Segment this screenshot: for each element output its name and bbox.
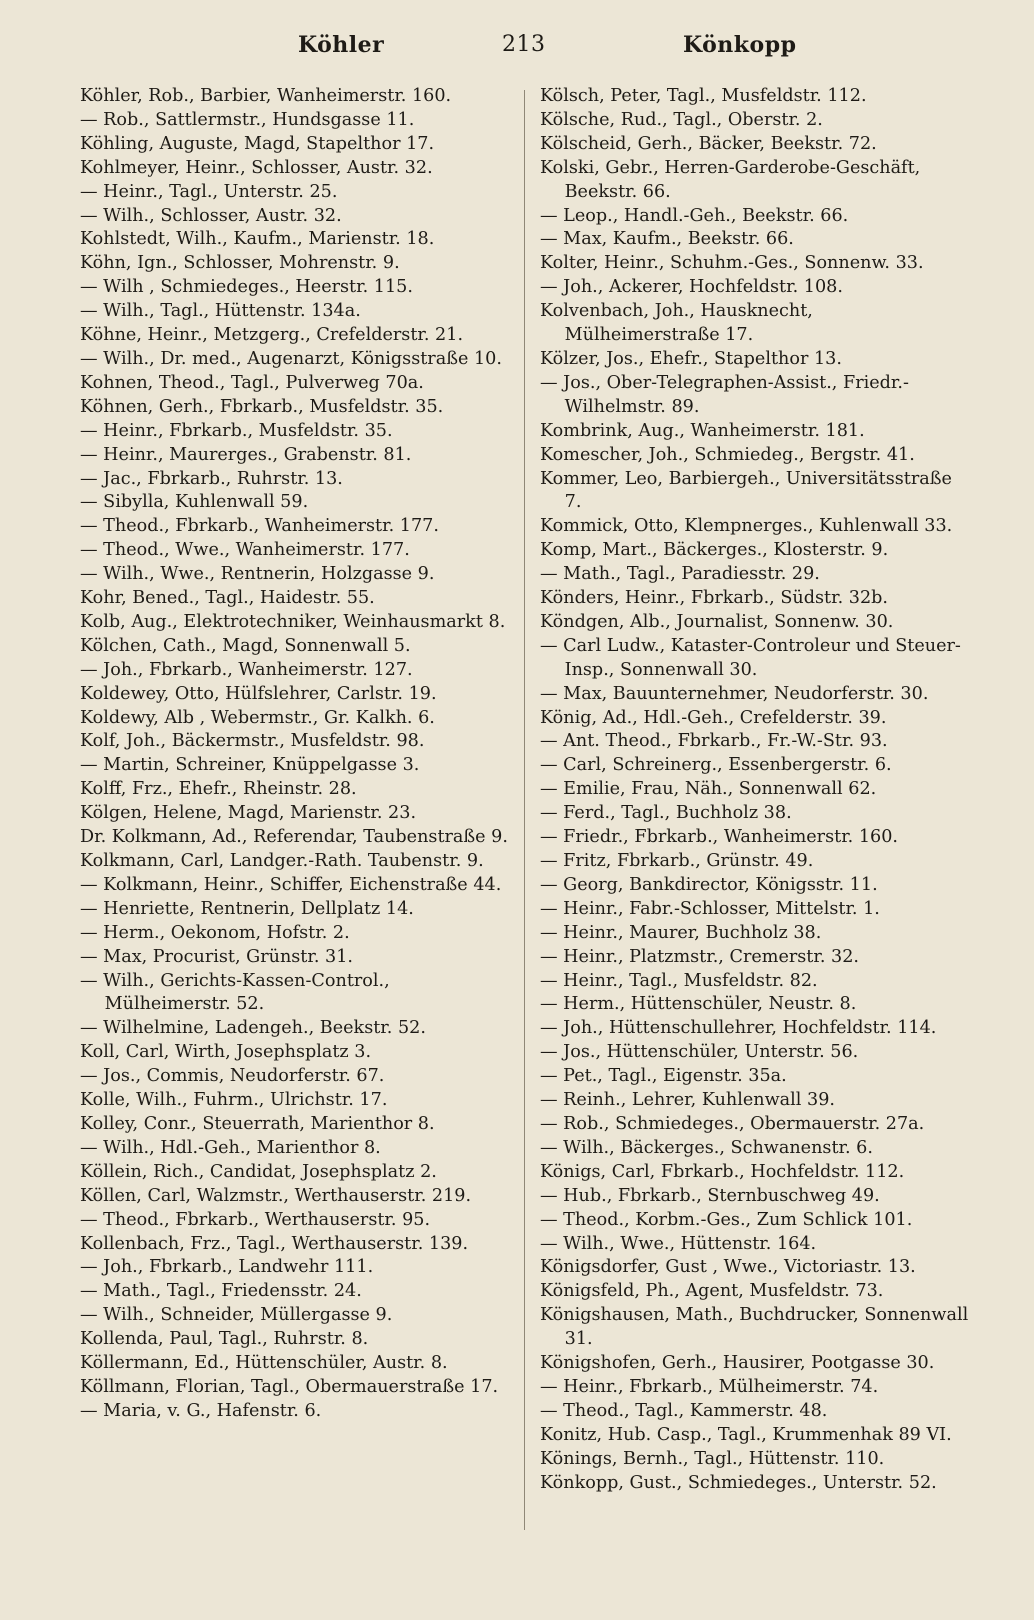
directory-entry: Kohlstedt, Wilh., Kaufm., Marienstr. 18. — [80, 229, 435, 250]
column-divider — [524, 90, 525, 1530]
directory-entry: — Maria, v. G., Hafenstr. 6. — [80, 1400, 322, 1421]
directory-entry: — Max, Procurist, Grünstr. 31. — [80, 946, 354, 967]
directory-entry: — Wilh., Hdl.-Geh., Marienthor 8. — [80, 1137, 381, 1158]
directory-entry: Könders, Heinr., Fbrkarb., Südstr. 32b. — [540, 588, 888, 609]
directory-entry: Kolski, Gebr., Herren-Garderobe-Geschäft, Beekstr. 66. — [540, 157, 921, 202]
directory-entry: — Hub., Fbrkarb., Sternbuschweg 49. — [540, 1185, 880, 1206]
directory-entry: Kolvenbach, Joh., Hausknecht, Mülheimerstraße 17. — [540, 301, 813, 346]
directory-entry: — Heinr., Fbrkarb., Musfeldstr. 35. — [80, 420, 393, 441]
directory-entry: — Wilh., Wwe., Hüttenstr. 164. — [540, 1233, 817, 1254]
directory-entry: Kombrink, Aug., Wanheimerstr. 181. — [540, 420, 865, 441]
directory-entry: Kölgen, Helene, Magd, Marienstr. 23. — [80, 803, 417, 824]
directory-entry: — Herm., Oekonom, Hofstr. 2. — [80, 922, 350, 943]
directory-entry: — Theod., Korbm.-Ges., Zum Schlick 101. — [540, 1209, 913, 1230]
directory-entry: Kolle, Wilh., Fuhrm., Ulrichstr. 17. — [80, 1090, 388, 1111]
directory-entry: — Jos., Ober-Telegraphen-Assist., Friedr.-Wilhelmstr. 89. — [540, 372, 909, 417]
directory-entry: — Wilh., Wwe., Rentnerin, Holzgasse 9. — [80, 564, 435, 585]
directory-entry: Kölsche, Rud., Tagl., Oberstr. 2. — [540, 109, 823, 130]
directory-entry: — Friedr., Fbrkarb., Wanheimerstr. 160. — [540, 827, 899, 848]
directory-entry: — Ferd., Tagl., Buchholz 38. — [540, 803, 792, 824]
directory-entry: — Max, Kaufm., Beekstr. 66. — [540, 229, 794, 250]
directory-entry: — Wilh., Bäckerges., Schwanenstr. 6. — [540, 1137, 873, 1158]
directory-entry: Königshausen, Math., Buchdrucker, Sonnenwall 31. — [540, 1305, 969, 1350]
directory-entry: Kohr, Bened., Tagl., Haidestr. 55. — [80, 588, 375, 609]
directory-entry: — Fritz, Fbrkarb., Grünstr. 49. — [540, 851, 814, 871]
directory-entry: Köllermann, Ed., Hüttenschüler, Austr. 8. — [80, 1353, 448, 1374]
directory-entry: Kölsch, Peter, Tagl., Musfeldstr. 112. — [540, 86, 867, 106]
directory-entry: Köllmann, Florian, Tagl., Obermauerstraße 17. — [80, 1376, 499, 1397]
directory-entry: — Heinr., Fbrkarb., Mülheimerstr. 74. — [540, 1376, 879, 1397]
directory-entry: — Heinr., Fabr.-Schlosser, Mittelstr. 1. — [540, 898, 880, 919]
directory-entry: Kolkmann, Carl, Landger.-Rath. Taubenstr. 9. — [80, 851, 484, 871]
directory-entry: — Heinr., Maurerges., Grabenstr. 81. — [80, 444, 412, 465]
directory-entry: Koll, Carl, Wirth, Josephsplatz 3. — [80, 1042, 372, 1063]
directory-entry: — Carl, Schreinerg., Essenbergerstr. 6. — [540, 755, 892, 776]
directory-entry: Köhn, Ign., Schlosser, Mohrenstr. 9. — [80, 253, 400, 274]
directory-entry: Königshofen, Gerh., Hausirer, Pootgasse 30. — [540, 1353, 935, 1374]
header-last-name: Könkopp — [683, 32, 797, 58]
directory-entry: Königsdorfer, Gust , Wwe., Victoriastr. 13. — [540, 1257, 916, 1278]
directory-entry: — Joh., Ackerer, Hochfeldstr. 108. — [540, 277, 843, 298]
directory-entry: — Theod., Wwe., Wanheimerstr. 177. — [80, 540, 410, 561]
header-first-name: Köhler — [298, 32, 385, 58]
directory-entry: — Reinh., Lehrer, Kuhlenwall 39. — [540, 1090, 835, 1111]
directory-entry: — Wilh., Tagl., Hüttenstr. 134a. — [80, 301, 361, 322]
directory-entry: Dr. Kolkmann, Ad., Referendar, Taubenstraße 9. — [80, 827, 508, 848]
directory-entry: — Leop., Handl.-Geh., Beekstr. 66. — [540, 205, 849, 226]
directory-entry: — Carl Ludw., Kataster-Controleur und Steuer-Insp., Sonnenwall 30. — [540, 635, 961, 680]
directory-entry: — Math., Tagl., Friedensstr. 24. — [80, 1281, 362, 1302]
directory-entry: — Wilh , Schmiedeges., Heerstr. 115. — [80, 277, 413, 298]
directory-entry: Kommer, Leo, Barbiergeh., Universitätsstraße 7. — [540, 468, 952, 513]
directory-entry: Könkopp, Gust., Schmiedeges., Unterstr. 52. — [540, 1472, 937, 1493]
directory-entry: — Ant. Theod., Fbrkarb., Fr.-W.-Str. 93. — [540, 731, 888, 752]
directory-entry: Kölchen, Cath., Magd, Sonnenwall 5. — [80, 635, 411, 656]
directory-entry: — Wilhelmine, Ladengeh., Beekstr. 52. — [80, 1018, 426, 1039]
directory-entry: Kollenbach, Frz., Tagl., Werthauserstr. 139. — [80, 1233, 469, 1254]
directory-entry: Kohlmeyer, Heinr., Schlosser, Austr. 32. — [80, 157, 433, 178]
directory-entry: Köhler, Rob., Barbier, Wanheimerstr. 160. — [80, 86, 452, 106]
directory-entry: Kolter, Heinr., Schuhm.-Ges., Sonnenw. 33. — [540, 253, 924, 274]
directory-entry: — Wilh., Gerichts-Kassen-Control., Mülheimerstr. 52. — [80, 970, 390, 1015]
directory-entry: Köllen, Carl, Walzmstr., Werthauserstr. 219. — [80, 1185, 472, 1206]
directory-entry: — Wilh., Schlosser, Austr. 32. — [80, 205, 342, 226]
page-number: 213 — [502, 32, 546, 57]
directory-entry: — Jac., Fbrkarb., Ruhrstr. 13. — [80, 468, 343, 489]
directory-entry: — Rob., Sattlermstr., Hundsgasse 11. — [80, 109, 415, 130]
directory-entry: — Theod., Fbrkarb., Wanheimerstr. 177. — [80, 516, 439, 537]
directory-entry: — Jos., Hüttenschüler, Unterstr. 56. — [540, 1042, 859, 1063]
directory-entry: — Joh., Fbrkarb., Landwehr 111. — [80, 1257, 374, 1278]
directory-entry: — Kolkmann, Heinr., Schiffer, Eichenstraße 44. — [80, 874, 502, 895]
left-column — [80, 85, 508, 1424]
directory-entry: — Theod., Tagl., Kammerstr. 48. — [540, 1400, 828, 1421]
directory-entry: — Max, Bauunternehmer, Neudorferstr. 30. — [540, 683, 929, 704]
directory-entry: Kolf, Joh., Bäckermstr., Musfeldstr. 98. — [80, 731, 425, 752]
directory-entry: — Rob., Schmiedeges., Obermauerstr. 27a. — [540, 1113, 925, 1134]
directory-entry: Königs, Carl, Fbrkarb., Hochfeldstr. 112. — [540, 1161, 905, 1182]
directory-entry: Köndgen, Alb., Journalist, Sonnenw. 30. — [540, 611, 894, 632]
directory-entry: Komp, Mart., Bäckerges., Klosterstr. 9. — [540, 540, 889, 561]
directory-entry: Koldewey, Otto, Hülfslehrer, Carlstr. 19. — [80, 683, 437, 704]
right-column — [540, 85, 970, 1495]
directory-entry: — Georg, Bankdirector, Königsstr. 11. — [540, 874, 878, 895]
directory-entry: — Heinr., Maurer, Buchholz 38. — [540, 922, 822, 943]
directory-entry: — Pet., Tagl., Eigenstr. 35a. — [540, 1066, 787, 1087]
directory-entry: — Heinr., Platzmstr., Cremerstr. 32. — [540, 946, 860, 967]
directory-entry: Köhne, Heinr., Metzgerg., Crefelderstr. 21. — [80, 325, 464, 346]
directory-entry: Kohnen, Theod., Tagl., Pulverweg 70a. — [80, 372, 424, 393]
directory-entry: — Wilh., Schneider, Müllergasse 9. — [80, 1305, 393, 1326]
directory-entry: — Henriette, Rentnerin, Dellplatz 14. — [80, 898, 414, 919]
directory-entry: — Theod., Fbrkarb., Werthauserstr. 95. — [80, 1209, 431, 1230]
directory-entry: — Herm., Hüttenschüler, Neustr. 8. — [540, 994, 857, 1015]
directory-entry: Kolb, Aug., Elektrotechniker, Weinhausmarkt 8. — [80, 611, 506, 632]
directory-entry: Kollenda, Paul, Tagl., Ruhrstr. 8. — [80, 1329, 369, 1350]
directory-entry: Kölzer, Jos., Ehefr., Stapelthor 13. — [540, 348, 842, 369]
directory-entry: — Jos., Commis, Neudorferstr. 67. — [80, 1066, 385, 1087]
directory-entry: Köllein, Rich., Candidat, Josephsplatz 2. — [80, 1161, 437, 1182]
directory-entry: Komescher, Joh., Schmiedeg., Bergstr. 41. — [540, 444, 915, 465]
directory-entry: — Math., Tagl., Paradiesstr. 29. — [540, 564, 820, 585]
directory-entry: Kolff, Frz., Ehefr., Rheinstr. 28. — [80, 779, 357, 800]
directory-entry: — Joh., Fbrkarb., Wanheimerstr. 127. — [80, 659, 413, 680]
directory-entry: Konitz, Hub. Casp., Tagl., Krummenhak 89 VI. — [540, 1424, 952, 1445]
directory-entry: Koldewy, Alb , Webermstr., Gr. Kalkh. 6. — [80, 707, 435, 728]
directory-entry: — Joh., Hüttenschullehrer, Hochfeldstr. 114. — [540, 1018, 937, 1039]
directory-entry: — Heinr., Tagl., Unterstr. 25. — [80, 181, 338, 202]
directory-entry: Könings, Bernh., Tagl., Hüttenstr. 110. — [540, 1448, 885, 1469]
directory-entry: König, Ad., Hdl.-Geh., Crefelderstr. 39. — [540, 707, 887, 728]
directory-entry: — Martin, Schreiner, Knüppelgasse 3. — [80, 755, 420, 776]
directory-entry: — Emilie, Frau, Näh., Sonnenwall 62. — [540, 779, 877, 800]
directory-entry: Kölscheid, Gerh., Bäcker, Beekstr. 72. — [540, 133, 877, 154]
directory-entry: — Wilh., Dr. med., Augenarzt, Königsstraße 10. — [80, 348, 502, 369]
directory-entry: — Heinr., Tagl., Musfeldstr. 82. — [540, 970, 818, 991]
directory-entry: Königsfeld, Ph., Agent, Musfeldstr. 73. — [540, 1281, 884, 1302]
directory-entry: Köhnen, Gerh., Fbrkarb., Musfeldstr. 35. — [80, 396, 444, 417]
directory-entry: Köhling, Auguste, Magd, Stapelthor 17. — [80, 133, 435, 154]
directory-entry: Kommick, Otto, Klempnerges., Kuhlenwall 33. — [540, 516, 953, 537]
directory-entry: — Sibylla, Kuhlenwall 59. — [80, 492, 309, 513]
directory-entry: Kolley, Conr., Steuerrath, Marienthor 8. — [80, 1113, 435, 1134]
